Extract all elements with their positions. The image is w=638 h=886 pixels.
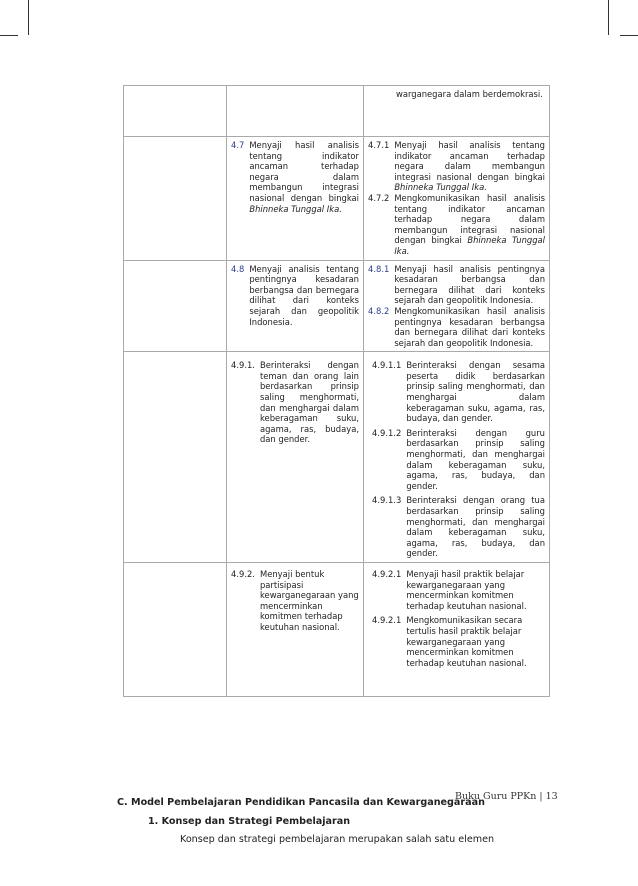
body-paragraph: Konsep dan strategi pembelajaran merupakan salah satu elemen <box>180 834 495 845</box>
indicator-text-italic: Bhinneka Tunggal Ika. <box>394 182 487 193</box>
kd-text: Menyaji hasil analisis tentang indikator ancaman terhadap negara dalam membangun integrasi nasional dengan bingkai <box>249 140 359 203</box>
table-cell <box>124 562 227 696</box>
indicator-number: 4.9.1.3 <box>372 495 402 506</box>
table-cell <box>124 352 227 563</box>
kd-text: Menyaji bentuk partisipasi kewarganegaraan yang mencerminkan komitmen terhadap keutuhan nasional. <box>259 568 359 632</box>
subsection-heading: 1. Konsep dan Strategi Pembelajaran <box>148 816 351 827</box>
crop-mark <box>620 35 638 36</box>
indicator-text-italic: Bhinneka Tunggal Ika. <box>394 235 546 256</box>
table-cell <box>124 137 227 261</box>
kd-number: 4.9.1. <box>231 360 255 371</box>
section-heading: C. Model Pembelajaran Pendidikan Pancasila dan Kewarganegaraan <box>117 797 485 808</box>
kd-number: 4.9.2. <box>231 568 255 579</box>
indicator-text: Menyaji hasil analisis tentang indikator ancaman terhadap negara dalam membangun integrasi nasional dengan bingkai <box>394 140 545 182</box>
crop-mark <box>28 0 29 35</box>
table-cell <box>124 86 227 137</box>
indicator-text: Menyaji hasil analisis pentingnya kesadaran berbangsa dan bernegara dilihat dari konteks sejarah dan geopolitik Indonesia. <box>394 263 545 306</box>
indicator-number: 4.7.2 <box>368 192 390 203</box>
table-cell <box>124 260 227 352</box>
indicator-number: 4.9.1.1 <box>372 360 402 371</box>
kd-number: 4.8 <box>231 263 245 274</box>
table-cell <box>227 352 364 563</box>
table-row <box>124 137 550 261</box>
competency-table <box>123 85 550 697</box>
kd-text-italic: Bhinneka Tunggal Ika. <box>249 203 342 214</box>
indicator-number: 4.9.2.1 <box>372 568 402 579</box>
table-row <box>124 260 550 352</box>
indicator-text: Berinteraksi dengan guru berdasarkan prinsip saling menghormati, dan menghargai dalam keberagaman suku, agama, ras, budaya, dan gender. <box>406 427 545 491</box>
indicator-text: warganegara dalam berdemokrasi. <box>396 89 543 99</box>
indicator-text: Mengkomunikasikan hasil analisis tentang indikator ancaman terhadap negara dalam membangun integrasi nasional dengan bingkai <box>394 192 545 246</box>
kd-number: 4.7 <box>231 140 245 150</box>
page-footer: Buku Guru PPKn | 13 <box>455 791 558 802</box>
table-cell <box>364 352 550 563</box>
table-cell <box>227 137 364 261</box>
indicator-text: Berinteraksi dengan sesama peserta didik berdasarkan prinsip saling menghormati, dan menghargai dalam keberagaman suku, agama, ras, budaya, dan gender. <box>406 360 545 424</box>
table-cell <box>364 137 550 261</box>
table-row <box>124 352 550 563</box>
table-cell <box>364 260 550 352</box>
indicator-text: Berinteraksi dengan orang tua berdasarkan prinsip saling menghormati, dan menghargai dalam keberagaman suku, agama, ras, budaya, dan gender. <box>406 495 545 559</box>
indicator-text: Mengkomunikasikan hasil analisis pentingnya kesadaran berbangsa dan bernegara dilihat dari konteks sejarah dan geopolitik Indonesia. <box>394 305 545 348</box>
crop-mark <box>608 0 609 35</box>
table-cell <box>364 86 550 137</box>
table-cell <box>364 562 550 696</box>
table-row <box>124 562 550 696</box>
table-cell <box>227 562 364 696</box>
indicator-text: Menyaji hasil praktik belajar kewarganegaraan yang mencerminkan komitmen terhadap keutuhan nasional. <box>406 568 527 611</box>
indicator-number: 4.7.1 <box>368 140 390 150</box>
indicator-number: 4.9.1.2 <box>372 427 402 438</box>
crop-mark <box>0 35 18 36</box>
table-cell <box>227 86 364 137</box>
table-cell <box>227 260 364 352</box>
table-row <box>124 86 550 137</box>
kd-text: Menyaji analisis tentang pentingnya kesadaran berbangsa dan bernegara dilihat dari konteks sejarah dan geopolitik Indonesia. <box>249 263 359 327</box>
kd-text: Berinteraksi dengan teman dan orang lain berdasarkan prinsip saling menghormati, dan menghargai dalam keberagaman suku, agama, ras, budaya, dan gender. <box>259 360 359 445</box>
indicator-text: Mengkomunikasikan secara tertulis hasil praktik belajar kewarganegaraan yang mencerminkan komitmen terhadap keutuhan nasional. <box>406 615 527 668</box>
indicator-number: 4.8.2 <box>368 305 390 316</box>
indicator-number: 4.8.1 <box>368 263 390 274</box>
indicator-number: 4.9.2.1 <box>372 615 402 626</box>
